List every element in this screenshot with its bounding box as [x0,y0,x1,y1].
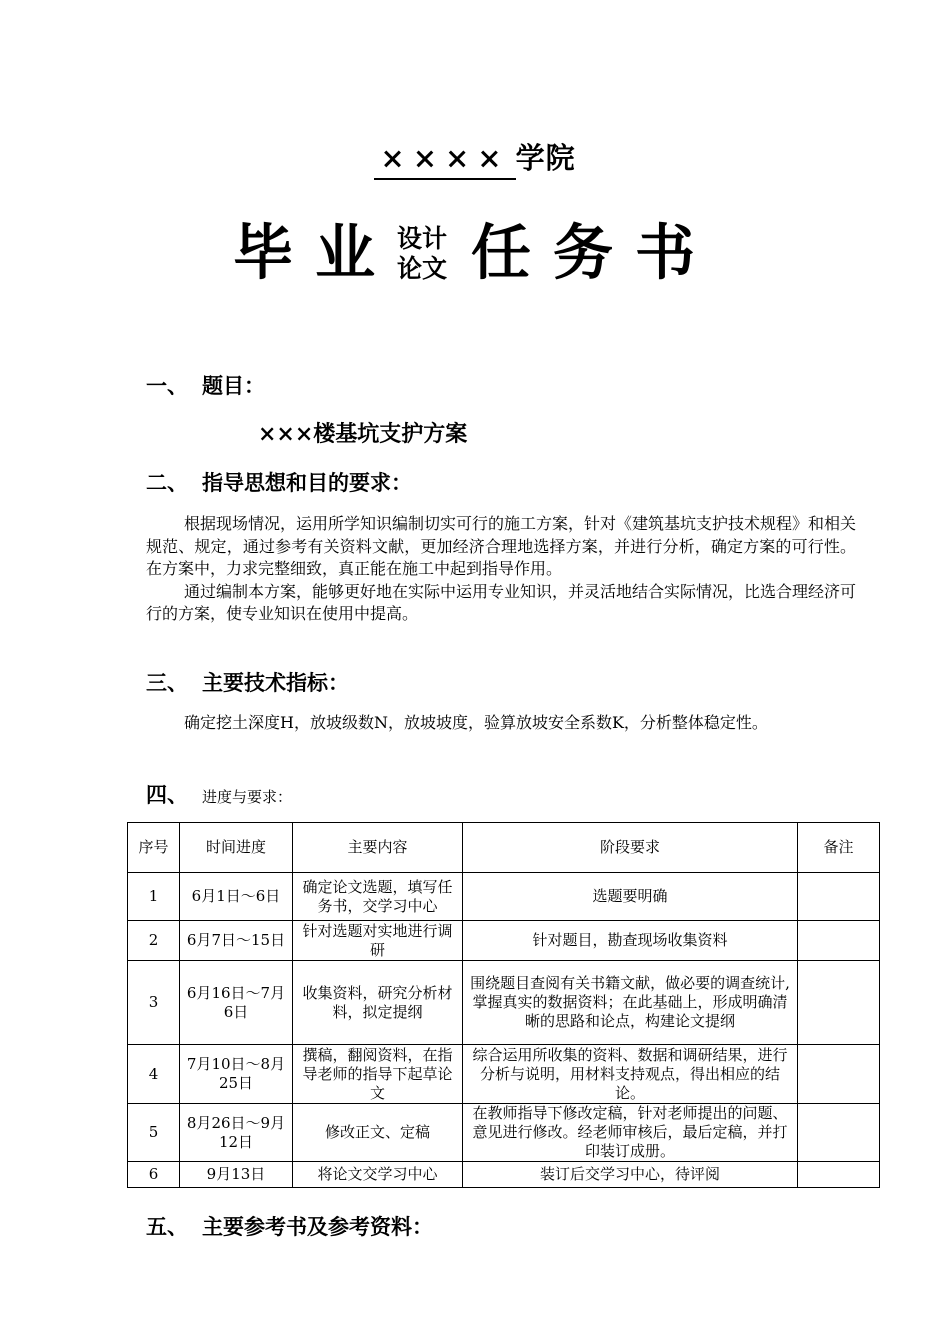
row-requirement: 选题要明确 [463,873,798,921]
section-3-number: 三、 [146,670,188,695]
row-time: 6月16日～7月6日 [180,961,293,1045]
college-suffix: 学院 [515,141,576,175]
row-note [798,873,880,921]
college-blank: ×××× [374,141,515,180]
row-number: 5 [128,1104,180,1162]
section-2-body [146,513,856,626]
title-stack-bottom: 论文 [396,253,447,283]
title-stack [397,224,447,284]
row-requirement: 综合运用所收集的资料、数据和调研结果，进行分析与说明，用材料支持观点，得出相应的结论。 [463,1045,798,1104]
section-4-title: 进度与要求： [202,788,293,806]
title-right: 任务书 [471,218,717,289]
section-1-title: 题目： [202,373,265,398]
row-number: 1 [128,873,180,921]
row-content: 撰稿，翻阅资料，在指导老师的指导下起草论文 [293,1045,463,1104]
row-content: 修改正文、定稿 [293,1104,463,1162]
table-row [128,1162,880,1188]
row-note [798,1045,880,1104]
section-4-heading [146,779,292,809]
row-requirement: 围绕题目查阅有关书籍文献，做必要的调查统计,掌握真实的数据资料；在此基础上，形成明确清晰的思路和论点，构建论文提纲 [463,961,798,1045]
row-number: 6 [128,1162,180,1188]
row-time: 7月10日～8月25日 [180,1045,293,1104]
table-header-row [128,823,880,873]
row-number: 2 [128,921,180,961]
row-content: 将论文交学习中心 [293,1162,463,1188]
row-number: 4 [128,1045,180,1104]
title-stack-top: 设计 [396,223,447,253]
section-5-heading [146,1211,433,1241]
table-row [128,921,880,961]
section-5-number: 五、 [146,1214,188,1239]
section-2-number: 二、 [146,470,188,495]
row-note [798,961,880,1045]
row-content: 收集资料，研究分析材料，拟定提纲 [293,961,463,1045]
row-content: 针对选题对实地进行调研 [293,921,463,961]
section-2-heading [146,467,412,497]
college-name [0,136,950,180]
section-2-paragraph-2: 通过编制本方案，能够更好地在实际中运用专业知识，并灵活地结合实际情况，比选合理经济可行的方案，使专业知识在使用中提高。 [146,581,857,623]
row-note [798,1162,880,1188]
section-3-body [146,712,856,735]
row-number: 3 [128,961,180,1045]
section-1-heading [146,370,265,400]
row-time: 8月26日～9月12日 [180,1104,293,1162]
row-content: 确定论文选题，填写任务书，交学习中心 [293,873,463,921]
row-requirement: 在教师指导下修改定稿，针对老师提出的问题、意见进行修改。经老师审核后，最后定稿，并打印装订成册。 [463,1104,798,1162]
header-cell-note: 备注 [798,823,880,873]
section-2-paragraph-1: 根据现场情况，运用所学知识编制切实可行的施工方案，针对《建筑基坑支护技术规程》和相关规范、规定，通过参考有关资料文献，更加经济合理地选择方案，并进行分析，确定方案的可行性。在方案中，力求完整细致，真正能在施工中起到指导作用。 [146,514,857,578]
row-time: 6月1日～6日 [180,873,293,921]
row-time: 9月13日 [180,1162,293,1188]
header-cell-requirement: 阶段要求 [463,823,798,873]
document-title [0,214,950,289]
section-1-number: 一、 [146,373,188,398]
section-2-title: 指导思想和目的要求： [202,470,412,495]
row-note [798,1104,880,1162]
section-3-title: 主要技术指标： [202,670,349,695]
table-row [128,873,880,921]
section-5-title: 主要参考书及参考资料： [202,1214,433,1239]
row-requirement: 针对题目，勘查现场收集资料 [463,921,798,961]
table-row [128,1104,880,1162]
section-4-number: 四、 [146,782,188,807]
row-note [798,921,880,961]
row-time: 6月7日～15日 [180,921,293,961]
section-3-paragraph-1: 确定挖土深度H，放坡级数N，放坡坡度，验算放坡安全系数K，分析整体稳定性。 [184,713,768,732]
title-left: 毕业 [232,218,397,289]
row-requirement: 装订后交学习中心，待评阅 [463,1162,798,1188]
table-row [128,961,880,1045]
thesis-topic: ×××楼基坑支护方案 [258,421,468,447]
table-row [128,1045,880,1104]
section-3-heading [146,667,349,697]
schedule-table [127,822,880,1188]
header-cell-content: 主要内容 [293,823,463,873]
header-cell-no: 序号 [128,823,180,873]
header-cell-time: 时间进度 [180,823,293,873]
